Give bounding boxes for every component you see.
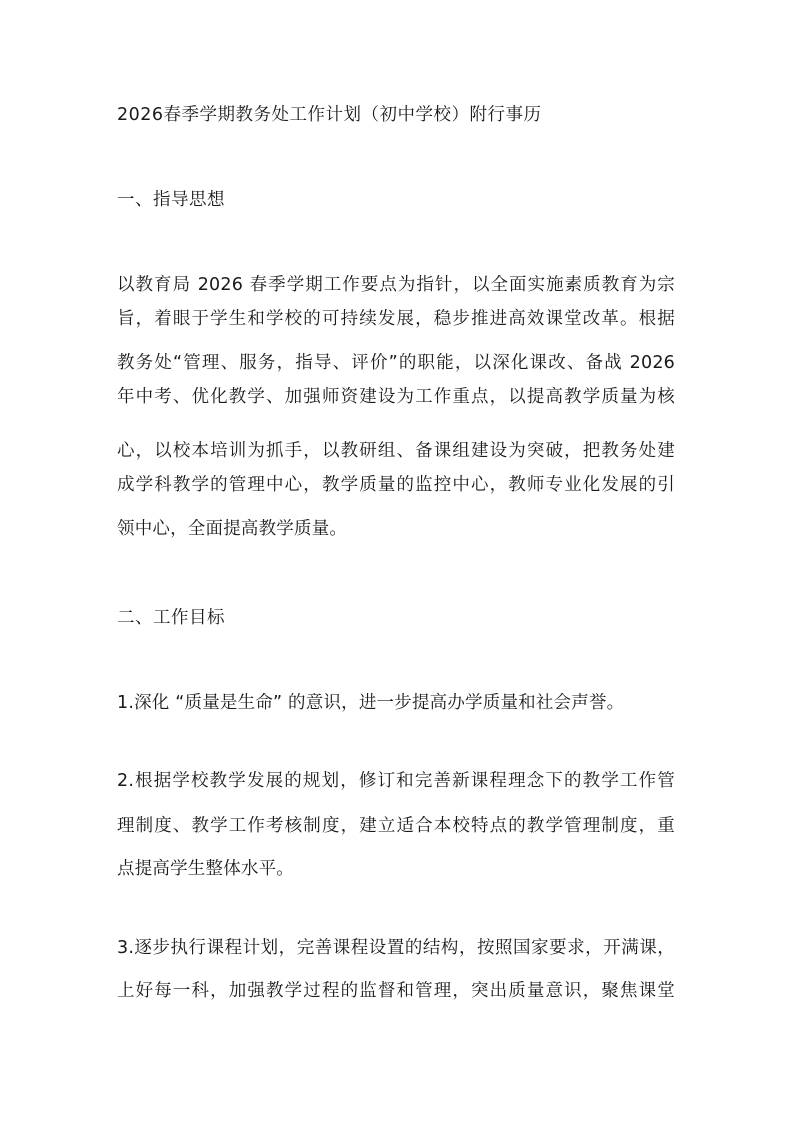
text-line: 理制度、教学工作考核制度，建立适合本校特点的教学管理制度，重: [117, 816, 675, 836]
text-line: 上好每一科，加强教学过程的监督和管理，突出质量意识，聚焦课堂: [117, 981, 675, 1001]
text-line: 以教育局 2026 春季学期工作要点为指针，以全面实施素质教育为宗: [117, 275, 675, 295]
text-line: 领中心，全面提高教学质量。: [117, 519, 348, 539]
text-line: 旨，着眼于学生和学校的可持续发展，稳步推进高效课堂改革。根据: [117, 309, 675, 329]
document-title: 2026春季学期教务处工作计划（初中学校）附行事历: [117, 105, 542, 125]
text-line: 成学科教学的管理中心，教学质量的监控中心，教师专业化发展的引: [117, 475, 675, 495]
text-line: 年中考、优化教学、加强师资建设为工作重点，以提高教学质量为核: [117, 387, 675, 407]
section-heading-work-goals: 二、工作目标: [117, 608, 225, 628]
text-line: 3.逐步执行课程计划，完善课程设置的结构，按照国家要求，开满课，: [117, 938, 675, 958]
text-line: 教务处“管理、服务，指导、评价”的职能，以深化课改、备战 2026: [117, 353, 675, 373]
text-line: 点提高学生整体水平。: [117, 859, 294, 879]
text-line: 1.深化 “质量是生命” 的意识，进一步提高办学质量和社会声誉。: [117, 693, 625, 713]
section-heading-guiding-ideology: 一、指导思想: [117, 190, 225, 210]
text-line: 心，以校本培训为抓手，以教研组、备课组建设为突破，把教务处建: [117, 441, 675, 461]
text-line: 2.根据学校教学发展的规划，修订和完善新课程理念下的教学工作管: [117, 771, 675, 791]
